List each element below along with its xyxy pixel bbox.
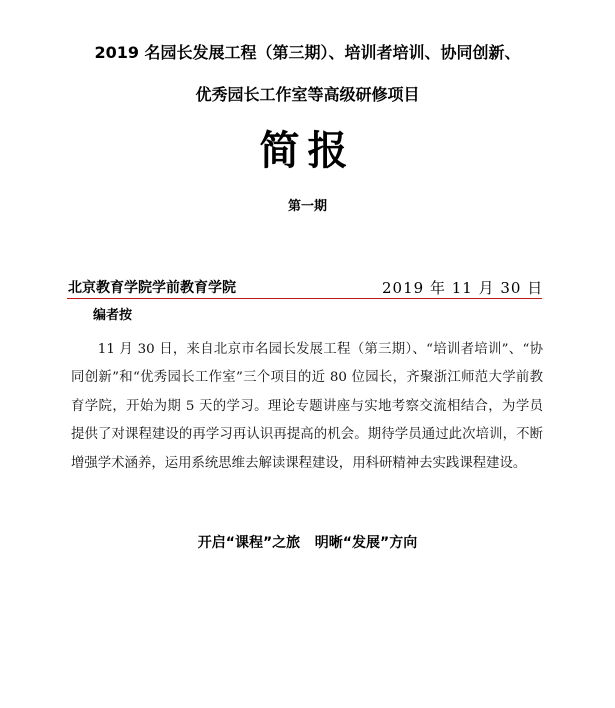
editor-note-paragraph: 11 月 30 日，来自北京市名园长发展工程（第三期）、“培训者培训”、“协同创新”和“优秀园长工作室”三个项目的近 80 位园长，齐聚浙江师范大学前教育学院，开始为期 5 天的学习。理论专题讲座与实地考察交流相结合，为学员提供了对课程建设的再学习再认识再提高的机会。期待学员通过此次培训，不断增强学术涵养，运用系统思维去解读课程建设，用科研精神去实践课程建设。 [71, 342, 543, 471]
organization-name: 北京教育学院学前教育学院 [68, 280, 236, 296]
publish-date: 2019 年 11 月 30 日 [382, 279, 544, 297]
project-title-line-1: 2019 名园长发展工程（第三期）、培训者培训、协同创新、 [94, 43, 521, 62]
red-divider-rule [67, 298, 542, 299]
editor-note-label: 编者按 [93, 308, 133, 323]
issue-number: 第一期 [287, 199, 327, 214]
bulletin-title: 简报 [259, 127, 356, 174]
project-title-line-2: 优秀园长工作室等高级研修项目 [195, 85, 420, 104]
section-heading: 开启“课程”之旅 明晰“发展”方向 [197, 535, 418, 551]
